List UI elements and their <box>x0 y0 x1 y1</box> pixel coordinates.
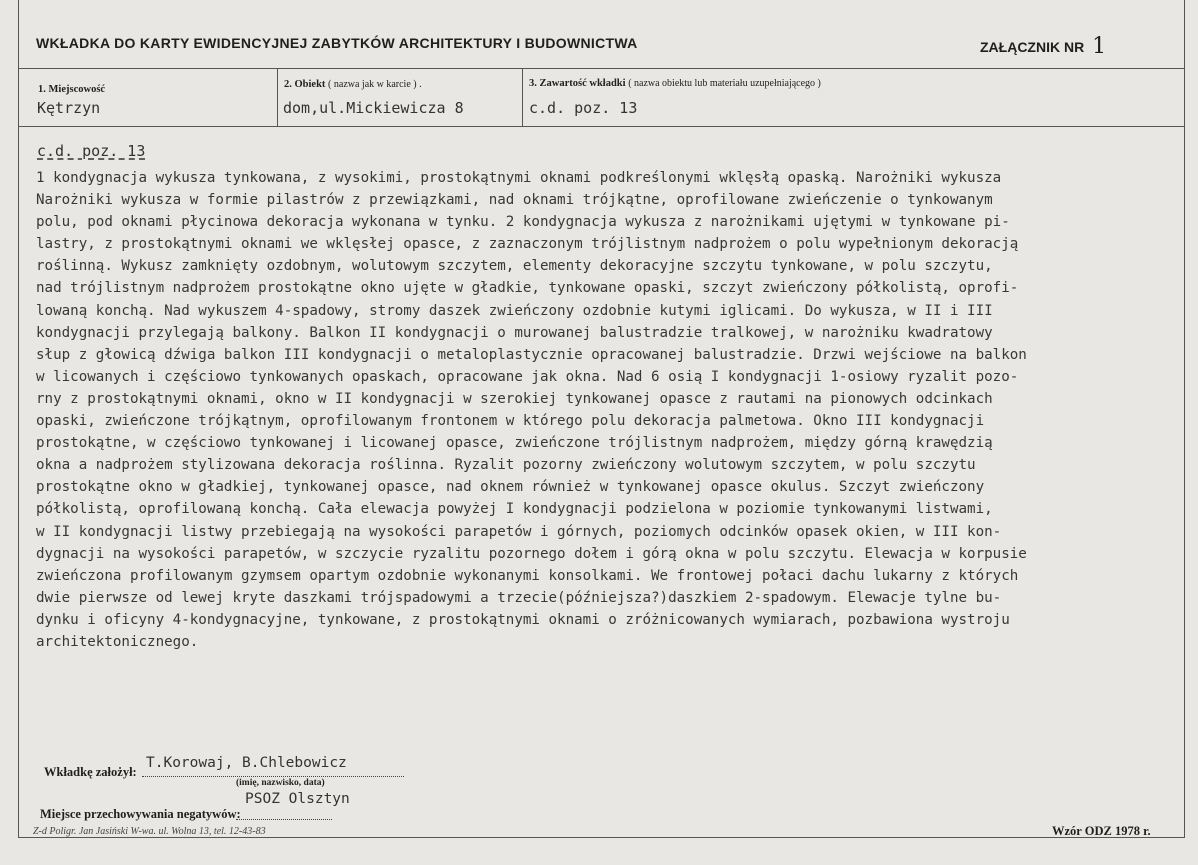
founded-by-dotted-line <box>142 776 404 777</box>
text-line: prostokątne, w częściowo tynkowanej i licowanej opasce, zwieńczone trójlistnym nadprożem, między górną krawędzią <box>36 435 993 452</box>
text-line: lastry, z prostokątnymi oknami we wklęsłej opasce, z zaznaczonym trójlistnym nadprożem o polu wypełnionym dekoracją <box>36 236 1019 253</box>
text-line: 1 kondygnacja wykusza tynkowana, z wysokimi, prostokątnymi oknami podkreślonymi wklęsłą opaską. Narożniki wykusza <box>36 170 1002 186</box>
negatives-dotted-line <box>236 819 332 820</box>
description-text <box>36 167 1196 737</box>
text-line: dygnacji na wysokości parapetów, w szczycie ryzalitu pozornego dołem i górą okna w polu szczytu. Elewacja w korpusie <box>36 545 1027 562</box>
object-value: dom,ul.Mickiewicza 8 <box>283 99 464 117</box>
text-line: dynku i oficyny 4-kondygnacyjne, tynkowane, z prostokątnymi oknami o zróżnicowanych wymiarach, pozbawiona wystroju <box>36 611 1010 628</box>
text-line: okna a nadprożem stylizowana dekoracja roślinna. Ryzalit pozorny zwieńczony wolutowym szczytem, w polu szczytu <box>36 457 976 474</box>
object-label: 2. Obiekt ( nazwa jak w karcie ) . <box>284 79 422 90</box>
text-line: w II kondygnacji listwy przebiegają na wysokości parapetów i górnych, poziomych odcinków opasek okien, w III kon- <box>36 523 1002 540</box>
content-value: c.d. poz. 13 <box>529 99 638 117</box>
card-title: WKŁADKA DO KARTY EWIDENCYJNEJ ZABYTKÓW ARCHITEKTURY I BUDOWNICTWA <box>36 35 638 51</box>
negatives-value: PSOZ Olsztyn <box>245 791 350 807</box>
text-line: kondygnacji przylegają balkony. Balkon II kondygnacji o murowanej balustradzie tralkowej, w narożniku kwadratowy <box>36 324 993 341</box>
attachment-number: 1 <box>1092 34 1107 59</box>
form-id: Wzór ODZ 1978 r. <box>1052 824 1151 838</box>
text-line: nad trójlistnym nadprożem prostokątne okno ujęte w gładkie, tynkowane opaski, szczyt zwieńczony półkolistą, oprofi- <box>36 280 1019 297</box>
text-line: polu, pod oknami płycinowa dekoracja wykonana w tynku. 2 kondygnacja wykusza z narożnikami ujętymi w tynkowane pi- <box>36 214 1010 231</box>
text-line: roślinną. Wykusz zamknięty ozdobnym, wolutowym szczytem, elementy dekoracyjne szczytu tynkowane, w polu szczytu, <box>36 258 993 275</box>
locality-value: Kętrzyn <box>37 99 101 117</box>
table-bottom-line <box>18 126 1185 127</box>
text-line: zwieńczona profilowanym gzymsem opartym ozdobnie wykonanymi konsolkami. We frontowej połaci dachu lukarny z których <box>36 567 1019 584</box>
founded-by-label: Wkładkę założył: <box>44 765 137 779</box>
continuation-heading: c.d. poz. 13 <box>37 142 146 160</box>
attachment-label-group <box>980 33 1106 58</box>
field-divider-2 <box>522 68 523 126</box>
locality-label: 1. Miejscowość <box>38 84 106 95</box>
text-line: rny z prostokątnymi oknami, okno w II kondygnacji w szerokiej tynkowanej opasce z rautami na pionowych odcinkach <box>36 390 993 407</box>
text-line: lowaną konchą. Nad wykuszem 4-spadowy, stromy daszek zwieńczony ozdobnie kutymi iglicami. Do wykusza, w II i III <box>36 302 993 319</box>
text-line: dwie pierwsze od lewej kryte daszkami trójspadowymi a trzecie(późniejsza?)daszkiem 2-spadowym. Elewacje tylne bu- <box>36 589 1002 606</box>
attachment-label: ZAŁĄCZNIK NR <box>980 39 1085 55</box>
text-line: w licowanych i częściowo tynkowanych opaskach, opracowane jak okna. Nad 6 osią I kondygnacji 1-osiowy ryzalit pozo- <box>36 368 1019 385</box>
content-label: 3. Zawartość wkładki ( nazwa obiektu lub materiału uzupełniającego ) <box>529 78 821 89</box>
founded-by-note: (imię, nazwisko, data) <box>236 778 325 788</box>
negatives-label: Miejsce przechowywania negatywów: <box>40 807 241 821</box>
founded-by-value: T.Korowaj, B.Chlebowicz <box>146 755 347 771</box>
text-line: prostokątne okno w gładkiej, tynkowanej opasce, nad oknem również w tynkowanej opasce okulus. Szczyt zwieńczony <box>36 479 985 496</box>
text-line: słup z głowicą dźwiga balkon III kondygnacji o metaloplastycznie opracowanej balustradzie. Drzwi wejściowe na balkon <box>36 346 1027 363</box>
text-line: półkolistą, oprofilowaną konchą. Cała elewacja powyżej I kondygnacji podzielona w poziomie tynkowanymi listwami, <box>36 501 993 518</box>
field-divider-1 <box>277 68 278 126</box>
text-line: Narożniki wykusza w formie pilastrów z przewiązkami, nad oknami trójkątne, oprofilowane zwieńczenie o tynkowanym <box>36 192 993 209</box>
table-top-line <box>18 68 1185 69</box>
text-line: opaski, zwieńczone trójkątnym, oprofilowanym frontonem w którego polu dekoracja palmetowa. Okno III kondygnacji <box>36 413 985 430</box>
printer-imprint: Z-d Poligr. Jan Jasiński W-wa. ul. Wolna 13, tel. 12-43-83 <box>33 826 266 837</box>
text-line: architektonicznego. <box>36 633 199 650</box>
